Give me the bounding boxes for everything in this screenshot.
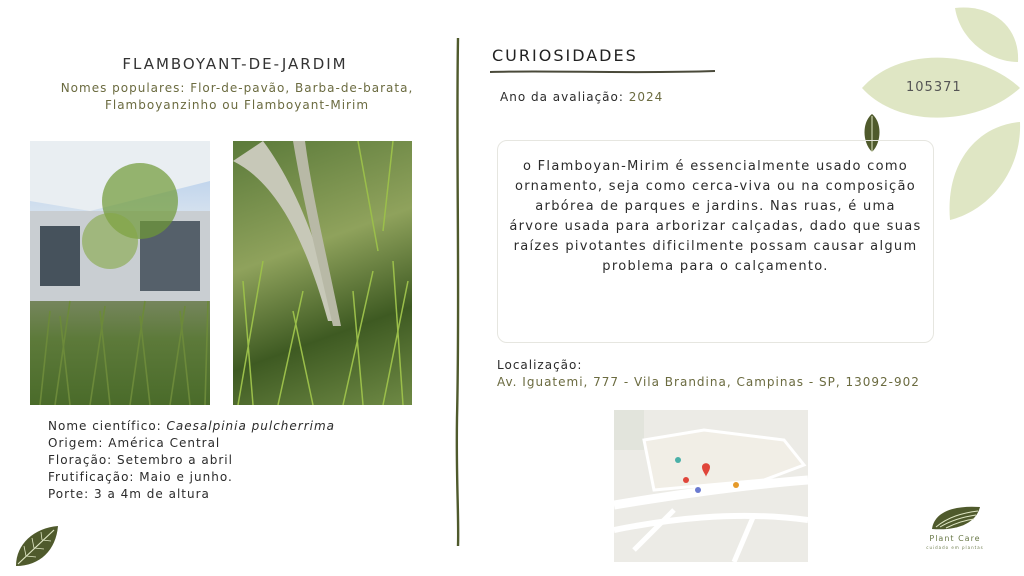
leaf-icon (12, 524, 60, 570)
popular-names: Nomes populares: Flor-de-pavão, Barba-de-barata, Flamboyanzinho ou Flamboyant-Mirim (60, 81, 414, 112)
vertical-divider (455, 38, 461, 546)
size-row: Porte: 3 a 4m de altura (48, 487, 210, 501)
plant-title: FLAMBOYANT-DE-JARDIM (122, 55, 348, 73)
evaluation-year (500, 90, 663, 104)
fruiting-row: Frutificação: Maio e junho. (48, 470, 233, 484)
record-number: 105371 (906, 80, 962, 95)
section-title: CURIOSIDADES (492, 46, 638, 65)
scientific-name-label: Nome científico: (48, 419, 167, 433)
plant-photo-building (30, 141, 210, 405)
flowering-row: Floração: Setembro a abril (48, 453, 233, 467)
location-map[interactable] (614, 410, 808, 562)
location-label: Localização: (497, 358, 583, 372)
plant-care-logo-tagline: cuidado em plantas (926, 545, 984, 550)
scientific-name-value: Caesalpinia pulcherrima (166, 419, 336, 433)
plant-photo-trunk (233, 141, 412, 405)
location-address: Av. Iguatemi, 777 - Vila Brandina, Campinas - SP, 13092-902 (497, 375, 920, 389)
origin-row: Origem: América Central (48, 436, 221, 450)
curiosity-text: o Flamboyan-Mirim é essencialmente usado como ornamento, seja como cerca-viva ou na composição arbórea de parques e jardins. Nas ruas, é uma árvore usada para arborizar calçadas, dado que suas raízes pivotantes dificilmente possam causar algum problema para o calçamento. (509, 159, 922, 274)
title-underline (490, 68, 715, 76)
plant-facts (48, 418, 335, 503)
evaluation-value: 2024 (628, 90, 664, 104)
leaf-top (955, 8, 1018, 62)
plant-care-logo-icon (930, 503, 982, 533)
leaf-bottom (950, 122, 1021, 220)
evaluation-label: Ano da avaliação: (500, 90, 629, 104)
plant-care-logo-text: Plant Care (929, 534, 981, 543)
scientific-name-row (48, 418, 335, 435)
curiosity-box (497, 140, 934, 343)
